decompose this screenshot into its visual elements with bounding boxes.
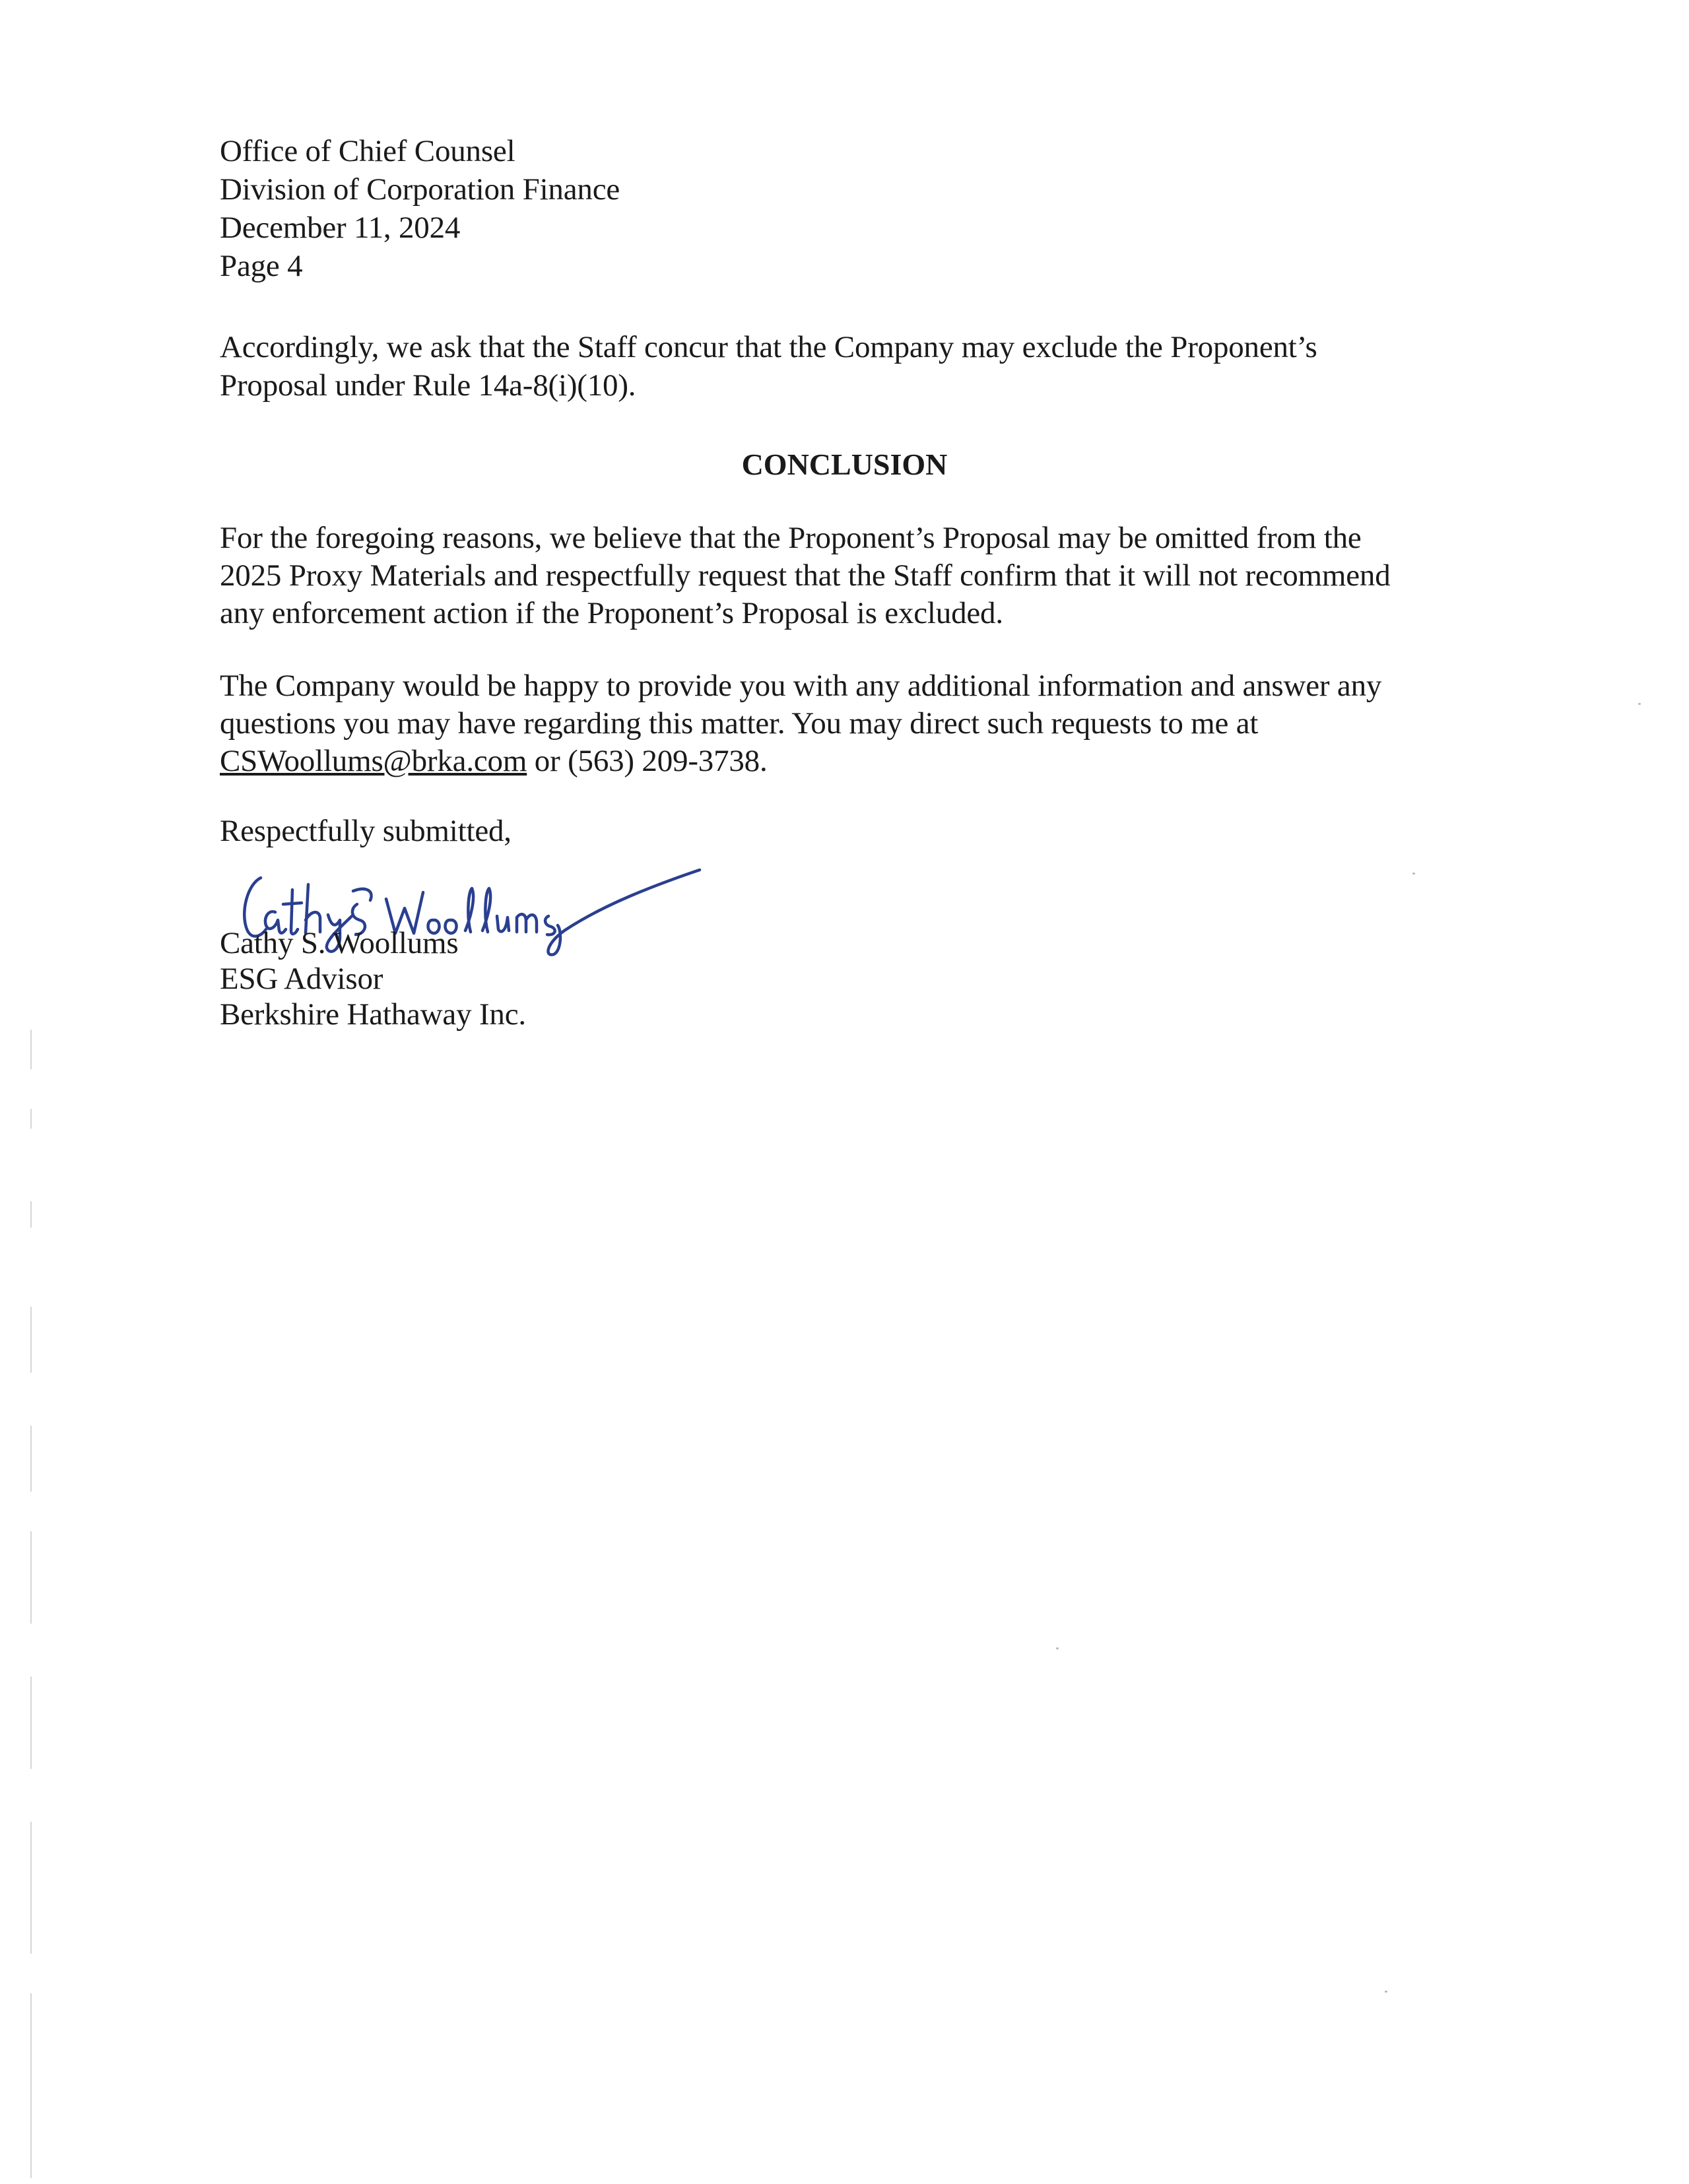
paragraph-line: For the foregoing reasons, we believe that the Proponent’s Proposal may be omitted from the — [220, 521, 1362, 555]
header-office: Office of Chief Counsel — [220, 134, 515, 168]
closing-salutation — [220, 812, 512, 850]
paragraph-line: Accordingly, we ask that the Staff concur that the Company may exclude the Proponent’s — [220, 330, 1317, 364]
closing-text: Respectfully submitted, — [220, 814, 512, 848]
header-division: Division of Corporation Finance — [220, 172, 620, 207]
signature-block — [220, 924, 526, 1031]
header-page-number: Page 4 — [220, 249, 303, 283]
signer-title: ESG Advisor — [220, 962, 383, 996]
paragraph-line: The Company would be happy to provide you with any additional information and answer any — [220, 669, 1382, 703]
paragraph-contact — [220, 667, 1381, 779]
section-heading: CONCLUSION — [741, 447, 948, 481]
paragraph-request — [220, 328, 1317, 405]
scan-speck — [1638, 703, 1641, 705]
paragraph-line: 2025 Proxy Materials and respectfully request that the Staff confirm that it will not recommend — [220, 558, 1391, 593]
paragraph-conclusion — [220, 519, 1391, 632]
paragraph-line: any enforcement action if the Proponent’s Proposal is excluded. — [220, 596, 1003, 630]
header-date: December 11, 2024 — [220, 211, 461, 245]
scan-speck — [1412, 873, 1415, 875]
phone-text: or (563) 209-3738. — [527, 744, 768, 778]
scan-edge-marks — [29, 1030, 33, 2178]
scan-speck — [1385, 1991, 1387, 1993]
paragraph-line — [220, 742, 1381, 779]
paragraph-line: Proposal under Rule 14a-8(i)(10). — [220, 368, 636, 403]
section-heading-container — [0, 446, 1689, 484]
paragraph-line: questions you may have regarding this matter. You may direct such requests to me at — [220, 706, 1259, 741]
email-link[interactable]: CSWoollums@brka.com — [220, 744, 527, 778]
letter-header — [220, 132, 620, 285]
signer-name: Cathy S. Woollums — [220, 926, 459, 960]
signer-company: Berkshire Hathaway Inc. — [220, 997, 526, 1032]
scan-speck — [1056, 1647, 1059, 1649]
